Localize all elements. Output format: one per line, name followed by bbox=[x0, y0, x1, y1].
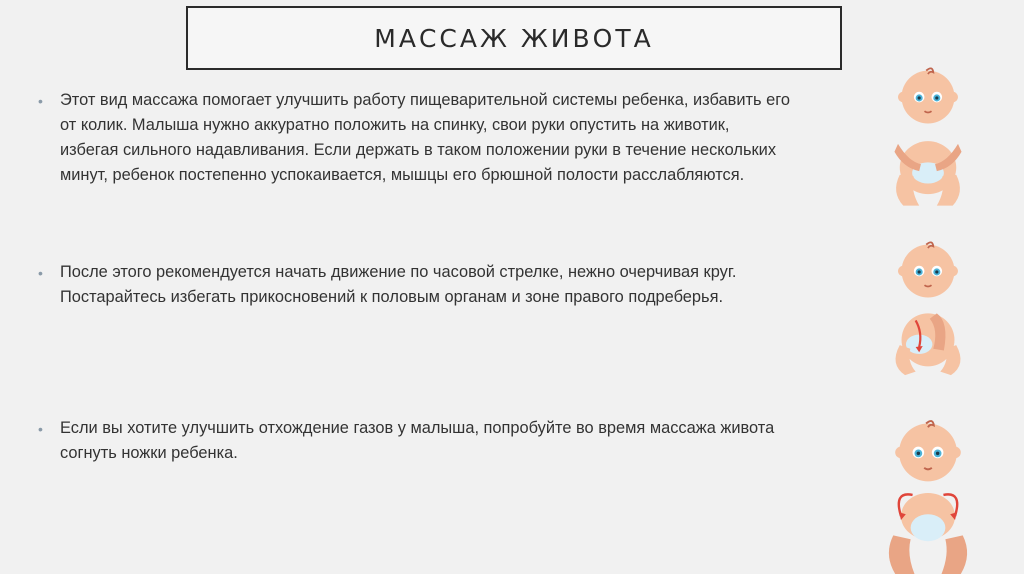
bullet-text bbox=[60, 260, 736, 310]
title-box bbox=[186, 6, 842, 70]
bullet-item bbox=[38, 416, 868, 466]
bullet-line: Этот вид массажа помогает улучшить работу пищеварительной системы ребенка, избавить его bbox=[60, 91, 790, 109]
bullet-item bbox=[38, 88, 868, 188]
bullet-text bbox=[60, 416, 774, 466]
bullet-line: Если вы хотите улучшить отхождение газов у малыша, попробуйте во время массажа живота bbox=[60, 419, 775, 437]
bullet-line: минут, ребенок постепенно успокаивается, мышцы его брюшной полости расслабляются. bbox=[60, 166, 745, 184]
bullet-line: избегая сильного надавливания. Если держать в таком положении руки в течение нескольких bbox=[60, 141, 777, 159]
baby-hands-on-belly-image bbox=[878, 60, 978, 210]
bullet-text bbox=[60, 88, 790, 188]
bullet-line: Постарайтесь избегать прикосновений к половым органам и зоне правого подреберья. bbox=[60, 288, 724, 306]
bullet-line: от колик. Малыша нужно аккуратно положить на спинку, свои руки опустить на животик, bbox=[60, 116, 730, 134]
bullet-marker: • bbox=[38, 93, 43, 109]
bullet-item bbox=[38, 260, 868, 310]
slide-title: МАССАЖ ЖИВОТА bbox=[374, 23, 654, 53]
baby-bent-legs-image bbox=[878, 410, 978, 574]
bullet-line: согнуть ножки ребенка. bbox=[60, 444, 238, 462]
bullet-line: После этого рекомендуется начать движение по часовой стрелке, нежно очерчивая круг. bbox=[60, 263, 737, 281]
bullet-marker: • bbox=[38, 265, 43, 281]
baby-circular-massage-image bbox=[878, 234, 978, 384]
bullet-marker: • bbox=[38, 421, 43, 437]
